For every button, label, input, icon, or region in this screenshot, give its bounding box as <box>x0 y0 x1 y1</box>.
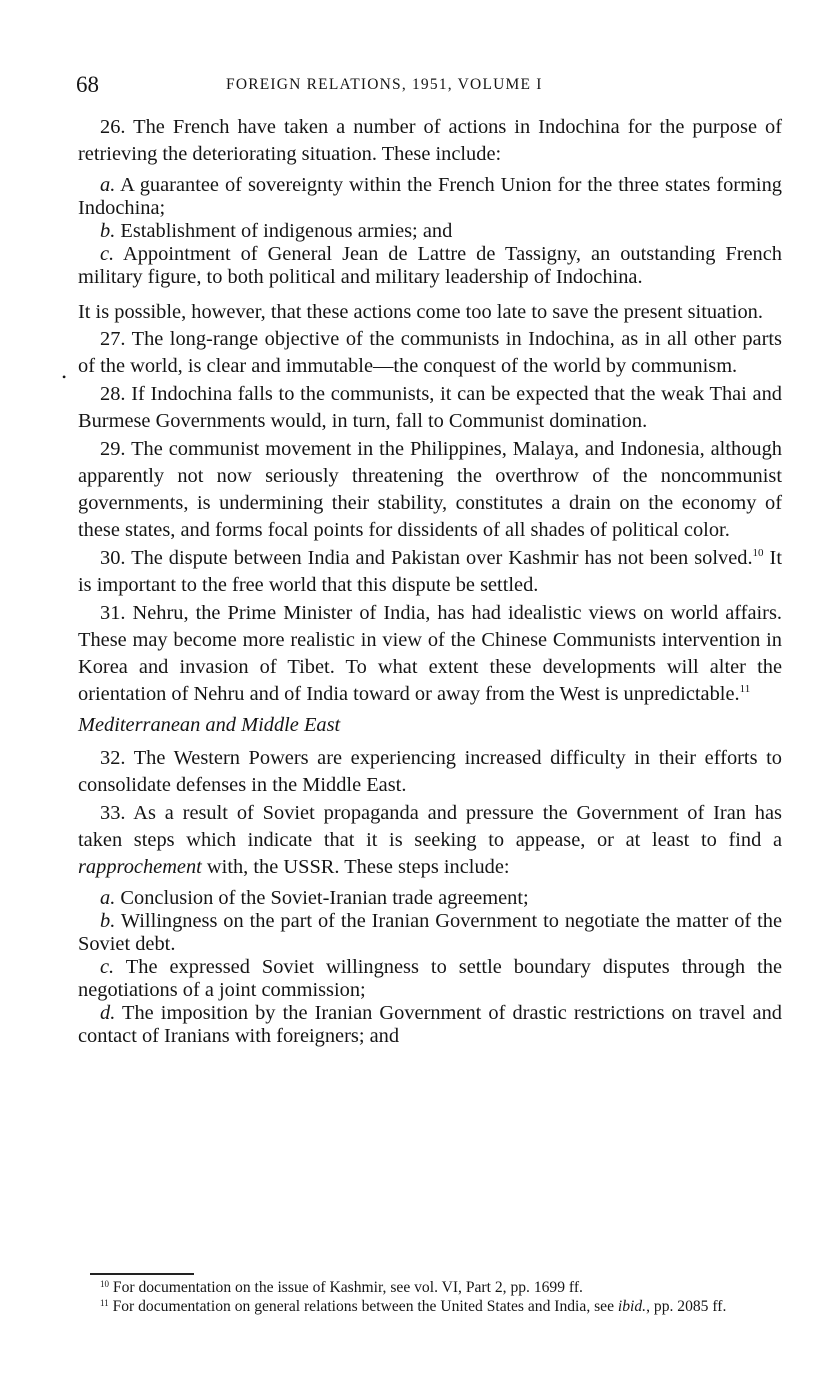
page-body <box>78 114 782 1056</box>
paragraph-31-text: 31. Nehru, the Prime Minister of India, has had idealistic views on world affairs. These may become more realistic in view of the Chinese Communists intervention in Korea and invasion of Tibet. To what extent these developments will alter the orientation of Nehru and of India toward or away from the West is unpredictable. <box>78 602 782 705</box>
list-item <box>78 220 782 243</box>
list-item-text: Appointment of General Jean de Lattre de Tassigny, an outstanding French military figure, to both political and military leadership of Indochina. <box>78 243 782 288</box>
footnote-ref-10: 10 <box>752 547 764 559</box>
paragraph-29: 29. The communist movement in the Philippines, Malaya, and Indonesia, although apparently not now seriously threatening the overthrow of the noncommunist governments, is undermining their stability, constitutes a drain on the economy of these states, and forms focal points for dissidents of all shades of political color. <box>78 438 782 541</box>
paragraph-28: 28. If Indochina falls to the communists, it can be expected that the weak Thai and Burmese Governments would, in turn, fall to Communist domination. <box>78 383 782 432</box>
paragraph-30 <box>78 545 782 599</box>
paragraph-33 <box>78 800 782 881</box>
footnote-number: 10 <box>100 1279 109 1289</box>
paragraph-32: 32. The Western Powers are experiencing increased difficulty in their efforts to consolidate defenses in the Middle East. <box>78 747 782 796</box>
list-item <box>78 887 782 910</box>
list-item <box>78 956 782 1002</box>
paragraph-33-text-cont: with, the USSR. These steps include: <box>201 856 510 878</box>
running-head: FOREIGN RELATIONS, 1951, VOLUME I <box>226 76 543 93</box>
list-iran-steps <box>78 887 782 1048</box>
list-item <box>78 1002 782 1048</box>
margin-dot: • <box>62 370 67 384</box>
paragraph-27: 27. The long-range objective of the communists in Indochina, as in all other parts of the world, is clear and immutable—the conquest of the world by communism. <box>78 328 782 377</box>
paragraph-26-close: It is possible, however, that these actions come too late to save the present situation. <box>78 301 763 323</box>
paragraph-30-text-cont: It is important to the free world that this dispute be settled. <box>78 547 782 596</box>
list-item-text: A guarantee of sovereignty within the French Union for the three states forming Indochina; <box>78 174 782 219</box>
list-letter: d. <box>100 1002 116 1024</box>
footnote-text: For documentation on general relations between the United States and India, see <box>112 1298 618 1315</box>
footnote-text: For documentation on the issue of Kashmir, see vol. VI, Part 2, pp. 1699 ff. <box>112 1279 583 1296</box>
list-letter: b. <box>100 910 116 932</box>
list-item <box>78 910 782 956</box>
footnote-10 <box>80 1278 784 1297</box>
list-item-text: The imposition by the Iranian Government of drastic restrictions on travel and contact of Iranians with foreigners; and <box>78 1002 782 1047</box>
paragraph-26: 26. The French have taken a number of actions in Indochina for the purpose of retrieving the deteriorating situation. These include: <box>78 116 782 165</box>
list-letter: c. <box>100 956 115 978</box>
list-item <box>78 243 782 289</box>
page-number: 68 <box>76 72 99 97</box>
footnote-number: 11 <box>100 1298 109 1308</box>
section-heading: Mediterranean and Middle East <box>78 714 341 736</box>
list-item-text: Establishment of indigenous armies; and <box>120 220 453 242</box>
footnote-11 <box>80 1297 784 1316</box>
paragraph-31 <box>78 600 782 708</box>
paragraph-33-italic: rapprochement <box>78 856 202 878</box>
paragraph-33-text: 33. As a result of Soviet propaganda and pressure the Government of Iran has taken steps which indicate that it is seeking to appease, or at least to find a <box>78 802 782 851</box>
list-item-text: The expressed Soviet willingness to settle boundary disputes through the negotiations of a joint commission; <box>78 956 782 1001</box>
list-letter: c. <box>100 243 115 265</box>
list-letter: b. <box>100 220 116 242</box>
footnote-ref-11: 11 <box>739 683 751 695</box>
list-item <box>78 174 782 220</box>
page-header <box>76 72 778 102</box>
footnote-divider <box>90 1273 194 1275</box>
list-item-text: Conclusion of the Soviet-Iranian trade agreement; <box>120 887 529 909</box>
list-letter: a. <box>100 887 116 909</box>
footnotes <box>80 1278 784 1316</box>
paragraph-30-text: 30. The dispute between India and Pakistan over Kashmir has not been solved. <box>100 547 753 569</box>
list-letter: a. <box>100 174 116 196</box>
footnote-text-cont: , pp. 2085 ff. <box>646 1298 727 1315</box>
list-french-actions <box>78 174 782 289</box>
footnote-italic: ibid. <box>617 1298 647 1315</box>
list-item-text: Willingness on the part of the Iranian Government to negotiate the matter of the Soviet debt. <box>78 910 782 955</box>
